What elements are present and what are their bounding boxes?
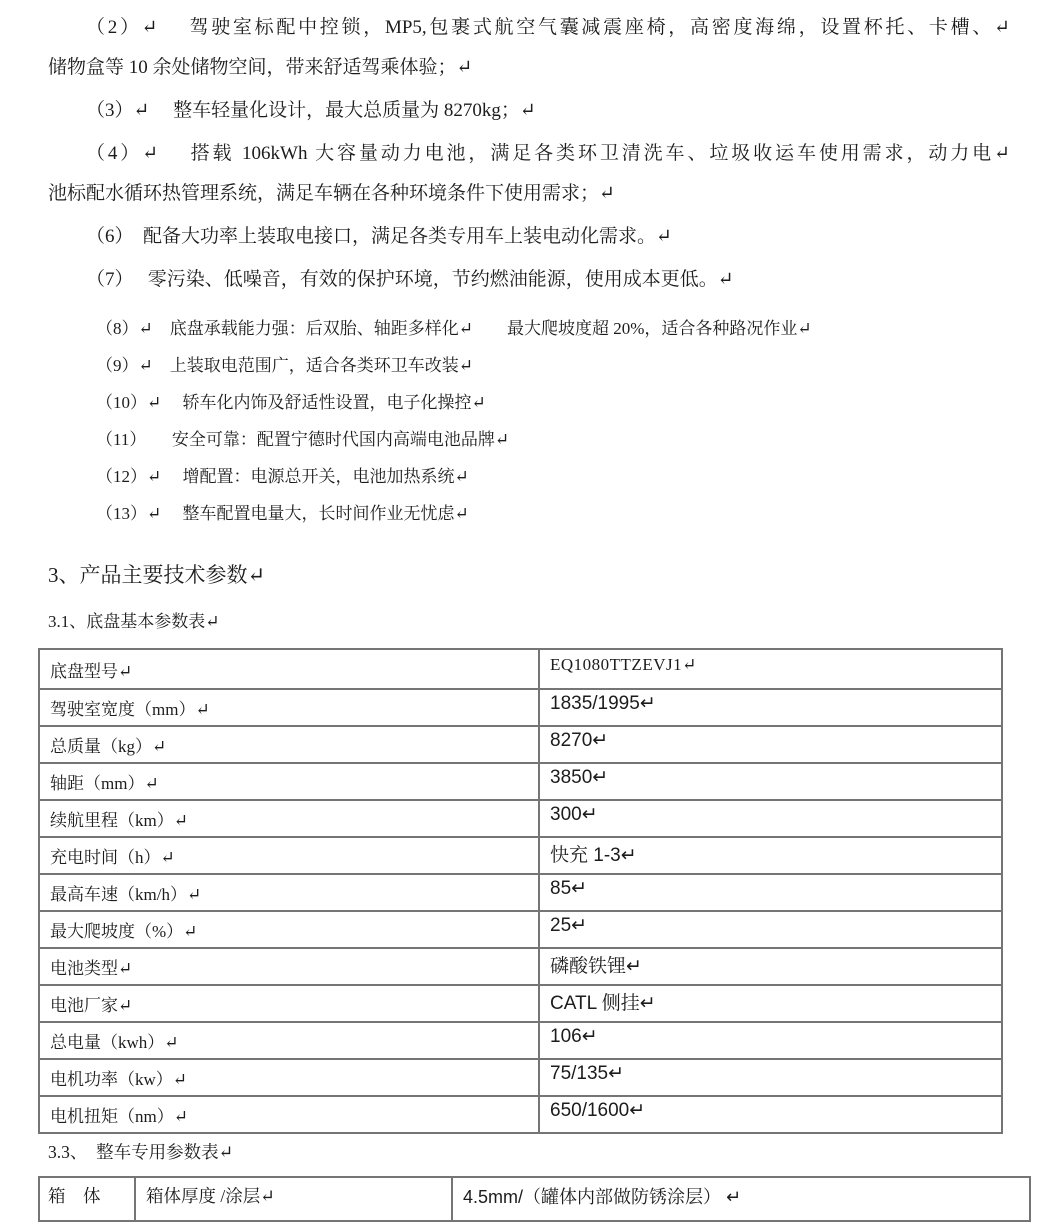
param-value: 快充 1-3↵ xyxy=(539,837,1002,874)
param-label: 最高车速（km/h）↵ xyxy=(39,874,539,911)
feature-item-3 xyxy=(48,91,1010,131)
param-value: 85↵ xyxy=(539,874,1002,911)
param-label: 驾驶室宽度（mm）↵ xyxy=(39,689,539,726)
feature-item-13 xyxy=(48,497,1010,531)
table-row xyxy=(39,1059,1002,1096)
feature-line: （12）↵ 增配置：电源总开关，电池加热系统↵ xyxy=(96,467,469,486)
param-label: 箱体厚度 /涂层↵ xyxy=(135,1177,452,1221)
section-title-3-3: 3.3、 整车专用参数表↵ xyxy=(48,1142,234,1162)
chassis-parameter-table xyxy=(38,648,1003,1134)
param-label: 电机功率（kw）↵ xyxy=(39,1059,539,1096)
param-label: 底盘型号↵ xyxy=(39,649,539,689)
feature-line: （7） 零污染、低噪音，有效的保护环境，节约燃油能源，使用成本更低。↵ xyxy=(86,269,734,290)
table-row xyxy=(39,874,1002,911)
feature-line: （6） 配备大功率上装取电接口，满足各类专用车上装电动化需求。↵ xyxy=(86,226,672,247)
param-value: 650/1600↵ xyxy=(539,1096,1002,1133)
table-row xyxy=(39,1096,1002,1133)
param-value: 3850↵ xyxy=(539,763,1002,800)
feature-item-10 xyxy=(48,386,1010,420)
table-row xyxy=(39,800,1002,837)
feature-line: 池标配水循环热管理系统，满足车辆在各种环境条件下使用需求；↵ xyxy=(48,183,615,204)
param-label: 总电量（kwh）↵ xyxy=(39,1022,539,1059)
param-label: 电池厂家↵ xyxy=(39,985,539,1022)
feature-line: （2）↵ 驾驶室标配中控锁，MP5,包裹式航空气囊减震座椅，高密度海绵，设置杯托、卡槽、↵ xyxy=(86,17,1010,38)
feature-item-4 xyxy=(48,134,1010,214)
param-value: 4.5mm/（罐体内部做防锈涂层） ↵ xyxy=(452,1177,1030,1221)
param-value: CATL 侧挂↵ xyxy=(539,985,1002,1022)
special-parameter-table xyxy=(38,1176,1031,1222)
param-label: 续航里程（km）↵ xyxy=(39,800,539,837)
param-value: 8270↵ xyxy=(539,726,1002,763)
table-row xyxy=(39,1177,1030,1221)
param-value: 75/135↵ xyxy=(539,1059,1002,1096)
feature-item-9 xyxy=(48,349,1010,383)
table-row xyxy=(39,948,1002,985)
table-row xyxy=(39,985,1002,1022)
feature-item-2 xyxy=(48,8,1010,88)
table-row xyxy=(39,649,1002,689)
feature-item-6 xyxy=(48,217,1010,257)
param-label: 轴距（mm）↵ xyxy=(39,763,539,800)
param-label: 最大爬坡度（%）↵ xyxy=(39,911,539,948)
param-label: 电机扭矩（nm）↵ xyxy=(39,1096,539,1133)
feature-line: （8）↵ 底盘承载能力强：后双胎、轴距多样化↵ 最大爬坡度超 20%，适合各种路况作业↵ xyxy=(96,319,812,338)
param-value: 磷酸铁锂↵ xyxy=(539,948,1002,985)
param-label: 电池类型↵ xyxy=(39,948,539,985)
table-row xyxy=(39,1022,1002,1059)
param-value: 25↵ xyxy=(539,911,1002,948)
feature-item-11 xyxy=(48,423,1010,457)
feature-list-large xyxy=(48,8,1010,300)
table-row xyxy=(39,726,1002,763)
param-value: 106↵ xyxy=(539,1022,1002,1059)
param-label: 总质量（kg）↵ xyxy=(39,726,539,763)
param-value: 1835/1995↵ xyxy=(539,689,1002,726)
param-group: 箱 体 xyxy=(39,1177,135,1221)
table-row xyxy=(39,837,1002,874)
feature-line: （9）↵ 上装取电范围广，适合各类环卫车改装↵ xyxy=(96,356,473,375)
feature-line: （11） 安全可靠：配置宁德时代国内高端电池品牌↵ xyxy=(96,430,510,449)
feature-list-small xyxy=(48,312,1010,531)
feature-item-12 xyxy=(48,460,1010,494)
table-row xyxy=(39,911,1002,948)
feature-line: （10）↵ 轿车化内饰及舒适性设置，电子化操控↵ xyxy=(96,393,486,412)
param-label: 充电时间（h）↵ xyxy=(39,837,539,874)
table-row xyxy=(39,763,1002,800)
feature-line: （13）↵ 整车配置电量大，长时间作业无忧虑↵ xyxy=(96,504,469,523)
section-title-3-1: 3.1、底盘基本参数表↵ xyxy=(48,612,220,631)
feature-item-7 xyxy=(48,260,1010,300)
section-title-3: 3、产品主要技术参数↵ xyxy=(48,563,266,587)
feature-line: （3）↵ 整车轻量化设计，最大总质量为 8270kg；↵ xyxy=(86,100,536,121)
feature-line: 储物盒等 10 余处储物空间，带来舒适驾乘体验；↵ xyxy=(48,57,473,78)
table-row xyxy=(39,689,1002,726)
feature-item-8 xyxy=(48,312,1010,346)
param-value: EQ1080TTZEVJ1↵ xyxy=(539,649,1002,689)
param-value: 300↵ xyxy=(539,800,1002,837)
feature-line: （4）↵ 搭载 106kWh 大容量动力电池，满足各类环卫清洗车、垃圾收运车使用需求，动力电↵ xyxy=(86,143,1010,164)
